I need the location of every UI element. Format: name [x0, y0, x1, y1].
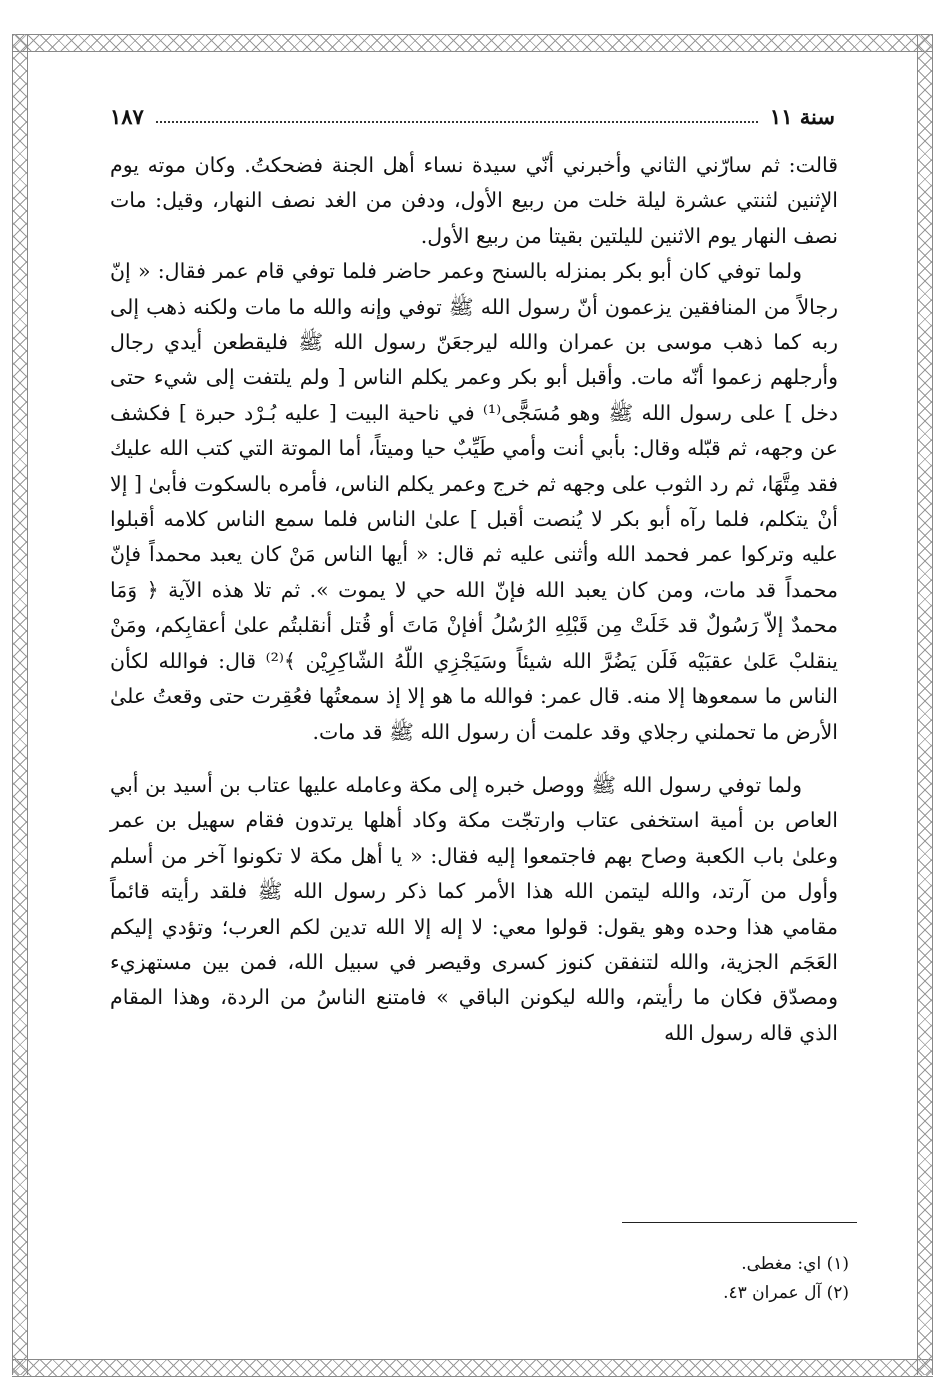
header-dotted-leader: [156, 121, 758, 123]
page-border-top: [12, 34, 933, 52]
running-title: سنة ١١: [769, 103, 835, 129]
footnotes: [349, 1250, 849, 1308]
paragraph-2: ولما توفي كان أبو بكر بمنزله بالسنح وعمر حاضر فلما توفي قام عمر فقال: « إنّ رجالاً من المنافقين يزعمون أنّ رسول الله ﷺ توفي وإنه والله ما مات ولكنه ذهب إلى ربه كما ذهب موسى بن عمران والله ليرجعَنّ رسول الله ﷺ فليقطعن أيدي رجال وأرجلهم زعموا أنّه مات. وأقبل أبو بكر وعمر يكلم الناس [ ولم يلتفت إلى شيء حتى دخل ] على رسول الله ﷺ وهو مُسَجًّى⁽¹⁾ في ناحية البيت [ عليه بُـرْد حبرة ] فكشف عن وجهه، ثم قبّله وقال: بأبي أنت وأمي طَيِّبٌ حيا وميتاً، أما الموتة التي كتب الله عليك فقد مِتَّهَا، ثم رد الثوب على وجهه ثم خرج وعمر يكلم الناس، فأمره بالسكوت فأبىٰ [ إلا أنْ يتكلم، فلما رآه أبو بكر لا يُنصت أقبل ] علىٰ الناس فلما سمع الناس كلامه أقبلوا عليه وتركوا عمر فحمد الله وأثنى عليه ثم قال: « أيها الناس مَنْ كان يعبد محمداً فإنّ محمداً قد مات، ومن كان يعبد الله فإنّ الله حي لا يموت ». ثم تلا هذه الآية ﴿ وَمَا محمدٌ إلاّ رَسُولٌ قد خَلَتْ مِن قَبْلِهِ الرُسُلُ أفإنْ مَاتَ أو قُتل أنقلبتُم علىٰ أعقابِكم، ومَنْ ينقلبْ عَلىٰ عقبَيْه فَلَن يَضُرَّ الله شيئاً وسَيَجْزِي اللّهُ الشّاكِرِيْن ﴾⁽²⁾ قال: فوالله لكأن الناس ما سمعوها إلا منه. قال عمر: فوالله ما هو إلا إذ سمعتُها فعُقِرت حتى وقعتُ علىٰ الأرض ما تحملني رجلاي وقد علمت أن رسول الله ﷺ قد مات.: [110, 259, 838, 744]
footnote-2: (٢) آل عمران ٤٣.: [723, 1283, 849, 1303]
running-header: [110, 100, 835, 132]
footnote-1: (١) اي: مغطى.: [741, 1254, 849, 1274]
page-number: ١٨٧: [110, 103, 144, 129]
footnote-separator: [622, 1222, 857, 1223]
page-border-bottom: [12, 1359, 933, 1377]
page-border-left: [12, 34, 28, 1375]
page-border-right: [917, 34, 933, 1375]
body-text: [110, 148, 838, 1051]
paragraph-1: قالت: ثم سارّني الثاني وأخبرني أنّي سيدة نساء أهل الجنة فضحكتُ. وكان موته يوم الإثنين لثنتي عشرة ليلة خلت من ربيع الأول، ودفن من الغد نصف النهار، وقيل: مات نصف النهار يوم الاثنين لليلتين بقيتا من ربيع الأول.: [110, 153, 838, 248]
paragraph-3: ولما توفي رسول الله ﷺ ووصل خبره إلى مكة وعامله عليها عتاب بن أسيد بن أبي العاص بن أمية استخفى عتاب وارتجّت مكة وكاد أهلها يرتدون فقام سهيل بن عمر وعلىٰ باب الكعبة وصاح بهم فاجتمعوا إليه فقال: « يا أهل مكة لا تكونوا آخر من أسلم وأول من آرتد، والله ليتمن الله هذا الأمر كما ذكر رسول الله ﷺ فلقد رأيته قائماً مقامي هذا وحده وهو يقول: قولوا معي: لا إله إلا الله تدين لكم العرب؛ وتؤدي إليكم العَجَم الجزية، والله لتنفقن كنوز كسرى وقيصر في سبيل الله، فمن بين مستهزيء ومصدّق فكان ما رأيتم، والله ليكونن الباقي » فامتنع الناسُ من الردة، وهذا المقام الذي قاله رسول الله: [110, 772, 838, 1045]
